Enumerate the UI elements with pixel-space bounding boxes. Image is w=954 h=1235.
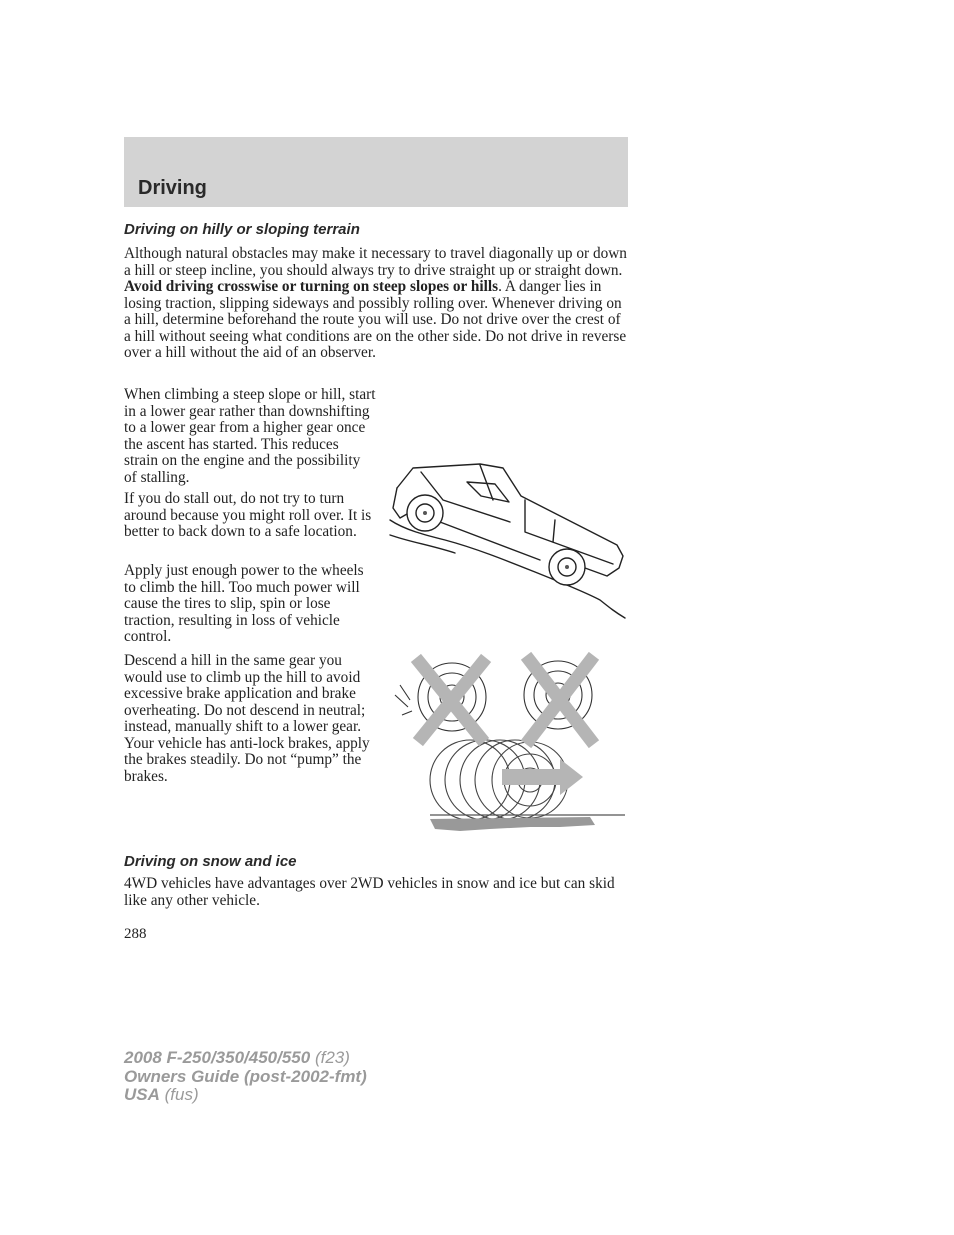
paragraph-descend: Descend a hill in the same gear you would use to climb up the hill to avoid excessive brake application and brake overheating. Do not descend in neutral; instead, manually shift to a lower gear. Your vehicle has anti-lock brakes, apply the brakes steadily. Do not “pump” the brakes. <box>124 652 370 785</box>
warning-bold-text: Avoid driving crosswise or turning on steep slopes or hills <box>124 278 499 295</box>
footer-line-model <box>124 1049 367 1068</box>
footer-line-region <box>124 1086 367 1105</box>
truck-on-hill-illustration <box>385 460 630 620</box>
footer-model-code: (f23) <box>310 1048 350 1067</box>
paragraph-text: . A danger lies in losing traction, slipping sideways and possibly rolling over. Whenever driving on a hill, determine beforehand the route you will use. Do not drive over the crest of a hill without seeing what conditions are on the other side. Do not drive in reverse over a hill without the aid of an observer. <box>124 278 627 361</box>
section-title: Driving <box>138 177 207 199</box>
footer-guide-text: Owners Guide (post-2002-fmt) <box>124 1066 367 1086</box>
wheel-spin-prohibited-illustration <box>390 655 628 840</box>
document-footer <box>124 1049 367 1105</box>
paragraph-text: Although natural obstacles may make it necessary to travel diagonally up or down a hill or steep incline, you should always try to drive straight up or straight down. <box>124 245 627 279</box>
paragraph-power: Apply just enough power to the wheels to climb the hill. Too much power will cause the tires to slip, spin or lose traction, resulting in loss of vehicle control. <box>124 562 364 645</box>
paragraph-climbing: When climbing a steep slope or hill, start in a lower gear rather than downshifting to a lower gear from a higher gear once the ascent has started. This reduces strain on the engine and the possibility of stalling. <box>124 386 376 486</box>
direction-arrow <box>502 759 583 795</box>
paragraph-hilly-intro <box>124 246 628 362</box>
footer-model-text: 2008 F-250/350/450/550 <box>124 1048 311 1067</box>
page-number: 288 <box>124 926 147 942</box>
paragraph-stall: If you do stall out, do not try to turn around because you might roll over. It is better to back down to a safe location. <box>124 490 372 540</box>
footer-region-text: USA <box>124 1085 160 1104</box>
heading-snow-ice: Driving on snow and ice <box>124 853 297 870</box>
footer-region-code: (fus) <box>159 1085 199 1104</box>
paragraph-snow-ice: 4WD vehicles have advantages over 2WD vehicles in snow and ice but can skid like any other vehicle. <box>124 875 615 909</box>
heading-hilly-terrain: Driving on hilly or sloping terrain <box>124 221 360 238</box>
footer-line-guide <box>124 1068 367 1087</box>
